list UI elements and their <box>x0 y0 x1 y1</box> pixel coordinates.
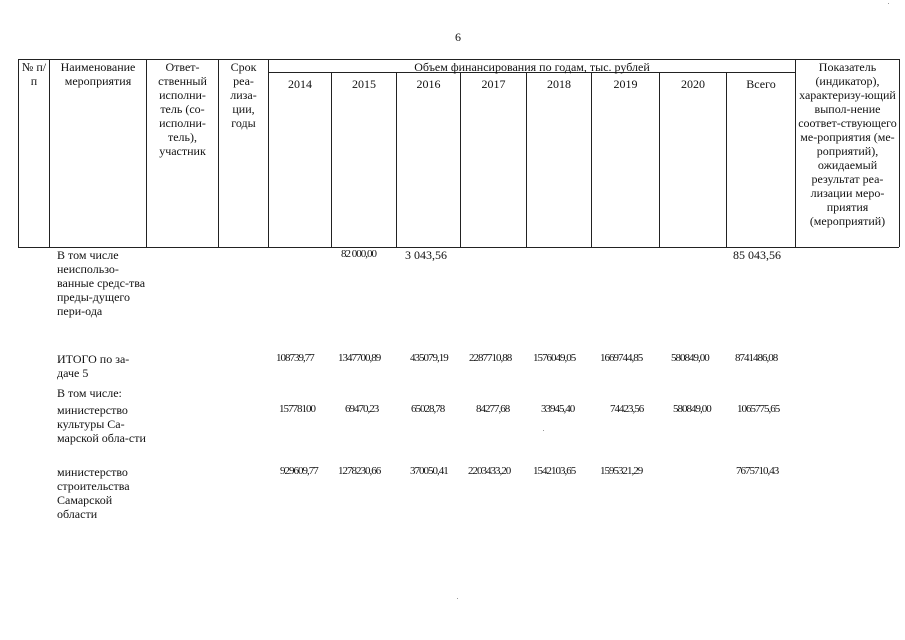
year-2016: 2016 <box>416 77 441 91</box>
year-2015: 2015 <box>352 77 376 91</box>
header-responsible: Ответ-ственный исполни-тель (со-исполни-тель), участник <box>158 60 207 158</box>
value-2014: 929609,77 <box>280 465 318 477</box>
row-name: В том числе неиспользо-ванные средс-тва преды-дущего пери-ода <box>57 248 146 318</box>
value-total: 1065775,65 <box>737 403 780 415</box>
row-name: В том числе: <box>57 386 122 400</box>
row-name: министерство строительства Самарской области <box>57 465 130 521</box>
value-total: 85 043,56 <box>733 248 781 262</box>
header-indicator: Показатель (индикатор), характеризу-ющий выпол-нение соответ-ствующего ме-роприятия (ме-роприятий), ожидаемый результат реа-лизации меро-приятия (мероприятий) <box>798 60 897 228</box>
value-2020: 580849,00 <box>673 403 711 415</box>
header-term: Срок реа-лиза-ции, годы <box>230 60 257 130</box>
page-number: 6 <box>455 30 461 44</box>
year-2018: 2018 <box>547 77 571 91</box>
col-border <box>591 72 592 247</box>
value-2015: 82 000,00 <box>341 248 376 260</box>
year-2014: 2014 <box>288 77 312 91</box>
header-num: № п/п <box>21 60 47 88</box>
value-2017: 2287710,88 <box>469 352 512 364</box>
scan-speck <box>457 598 458 599</box>
value-2019: 1595321,29 <box>600 465 643 477</box>
col-border <box>49 59 50 247</box>
value-2015: 69470,23 <box>345 403 379 415</box>
value-2019: 1669744,85 <box>600 352 643 364</box>
value-2019: 74423,56 <box>610 403 644 415</box>
header-funding: Объем финансирования по годам, тыс. рублей <box>414 60 650 74</box>
year-2019: 2019 <box>613 77 638 91</box>
col-border <box>18 59 19 247</box>
scan-speck <box>888 3 889 4</box>
row-name: ИТОГО по за-даче 5 <box>57 352 130 380</box>
year-2020: 2020 <box>681 77 705 91</box>
row-name: министерство культуры Са-марской обла-сти <box>57 403 146 445</box>
value-2018: 1576049,05 <box>533 352 576 364</box>
value-2020: 580849,00 <box>671 352 709 364</box>
col-border <box>659 72 660 247</box>
col-border <box>396 72 397 247</box>
value-2014: 108739,77 <box>276 352 314 364</box>
value-2016: 65028,78 <box>411 403 445 415</box>
header-name: Наименование мероприятия <box>60 60 136 88</box>
value-2018: 33945,40 <box>541 403 575 415</box>
col-border <box>218 59 219 247</box>
value-total: 8741486,08 <box>735 352 778 364</box>
col-border <box>726 72 727 247</box>
col-border <box>146 59 147 247</box>
value-total: 7675710,43 <box>736 465 779 477</box>
value-2017: 2203433,20 <box>468 465 511 477</box>
value-2015: 1278230,66 <box>338 465 381 477</box>
col-border <box>899 59 900 247</box>
year-total: Всего <box>746 77 776 91</box>
col-border <box>526 72 527 247</box>
value-2016: 3 043,56 <box>405 248 447 262</box>
table-header <box>18 59 899 247</box>
year-2017: 2017 <box>481 77 506 91</box>
value-2014: 15778100 <box>279 403 315 415</box>
value-2017: 84277,68 <box>476 403 510 415</box>
value-2018: 1542103,65 <box>533 465 576 477</box>
value-2016: 435079,19 <box>410 352 448 364</box>
col-border <box>331 72 332 247</box>
col-border <box>795 59 796 247</box>
value-2016: 370050,41 <box>410 465 448 477</box>
value-2015: 1347700,89 <box>338 352 381 364</box>
scan-speck <box>543 430 544 431</box>
col-border <box>460 72 461 247</box>
